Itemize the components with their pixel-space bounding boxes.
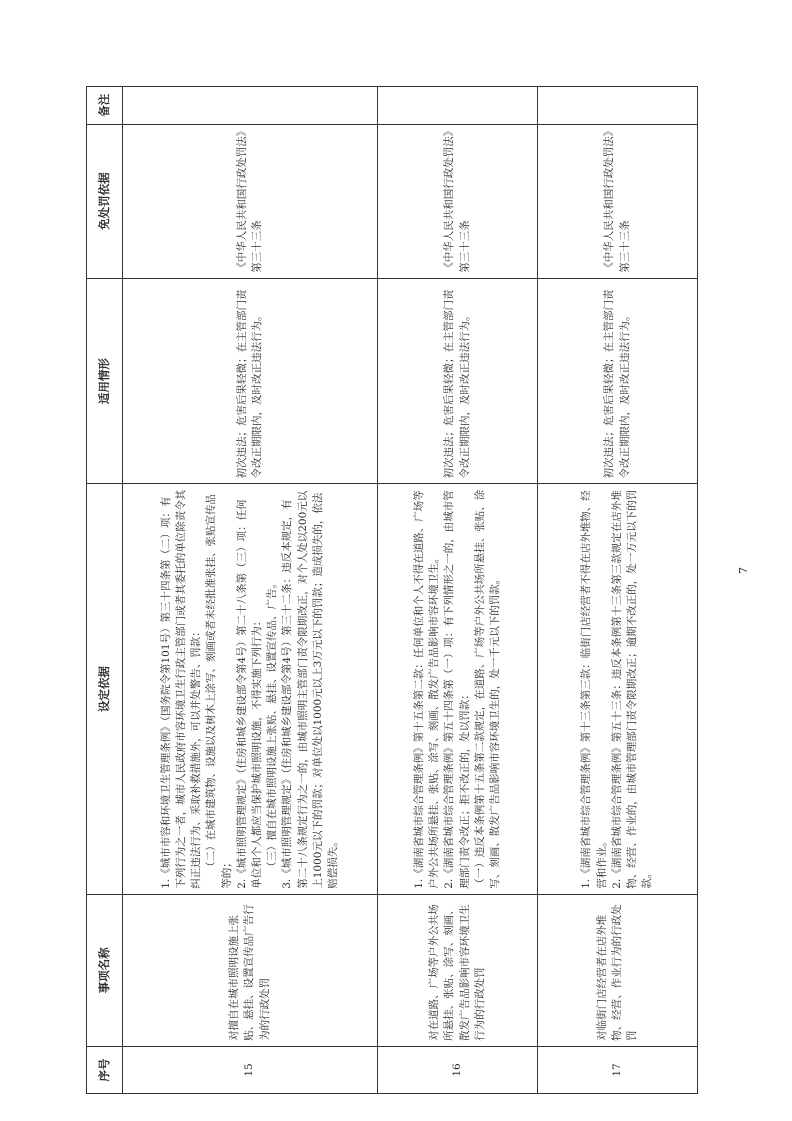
header-basis: 设定依据	[87, 484, 123, 894]
table-row	[378, 87, 538, 1094]
basis-paragraph: （三）擅自在城市照明设施上张贴、悬挂、设置宣传品、广告。	[266, 577, 279, 872]
row-name: 对在道路、广场等户外公共场所悬挂、张贴、涂写、刻画、散发广告品影响市容环境卫生行为的行政处罚	[378, 894, 538, 1046]
row-seq: 15	[123, 1046, 378, 1093]
row-seq: 16	[378, 1046, 538, 1093]
basis-paragraph: 1.《城市市容和环境卫生管理条例》（国务院令第101号）第三十四条第（二）项：有下列行为之一者，城市人民政府市容环境卫生行政主管部门或者其委托的单位除责令其纠正违法行为、采取补救措施外，可以并处警告、罚款：	[159, 489, 203, 889]
basis-paragraph: （一）违反本条例第十五条第二款规定，在道路、广场等户外公共场所悬挂、张贴、涂写、刻画、散发广告品影响市容环境卫生的，处一千元以下的罚款。	[473, 489, 501, 889]
basis-paragraph: 1.《湖南省城市综合管理条例》第十三条第三款：临街门店经营者不得在店外堆物、经营和作业。	[580, 490, 608, 889]
header-note: 备注	[87, 87, 123, 125]
row-name: 对擅自在城市照明设施上张贴、悬挂、设置宣传品广告行为的行政处罚	[123, 894, 378, 1046]
row-law: 《中华人民共和国行政处罚法》第三十三条	[538, 124, 698, 278]
header-case: 适用情形	[87, 278, 123, 484]
penalty-exemption-table	[86, 86, 698, 1094]
basis-paragraph: 2.《湖南省城市综合管理条例》第五十三条：违反本条例第十三条第三款规定在店外堆物、经营、作业的，由城市管理部门责令限期改正；逾期不改正的，处一万元以下的罚款。	[610, 489, 654, 889]
table-row	[538, 87, 698, 1094]
row-case: 初次违法；危害后果轻微；在主管部门责令改正期限内，及时改正违法行为。	[378, 278, 538, 484]
table-row	[123, 87, 378, 1094]
basis-paragraph: 3.《城市照明管理规定》（住房和城乡建设部令第4号）第三十二条：违反本规定，有第二十八条规定行为之一的，由城市照明主管部门责令限期改正，对个人处以200元以上1000元以下的罚款；对单位处以1000元以上3万元以下的罚款；造成损失的，依法赔偿损失。	[281, 490, 340, 889]
basis-paragraph: 1.《湖南省城市综合管理条例》第十五条第二款：任何单位和个人不得在道路、广场等户外公共场所悬挂、张贴、涂写、刻画、散发广告品影响市容环境卫生。	[412, 490, 441, 889]
row-note	[538, 87, 698, 125]
header-seq: 序号	[87, 1046, 123, 1093]
row-note	[378, 87, 538, 125]
row-case: 初次违法；危害后果轻微；在主管部门责令改正期限内，及时改正违法行为。	[538, 278, 698, 484]
row-name: 对临街门店经营者在店外堆物、经营、作业行为的行政处罚	[538, 894, 698, 1046]
row-basis	[538, 484, 698, 894]
row-basis	[123, 484, 378, 894]
table-header-row	[87, 87, 123, 1094]
row-seq: 17	[538, 1046, 698, 1093]
page-number: 7	[737, 567, 750, 574]
header-name: 事项名称	[87, 894, 123, 1046]
header-law: 免处罚依据	[87, 124, 123, 278]
basis-paragraph: （二）在城市建筑物、设施以及树木上涂写、刻画或者未经批准张挂、张贴宣传品等的；	[205, 493, 233, 889]
rotated-table-container	[86, 86, 698, 1094]
row-basis	[378, 484, 538, 894]
basis-paragraph: 2.《湖南省城市综合管理条例》第五十四条第（一）项：有下列情形之一的，由城市管理部门责令改正；拒不改正的，处以罚款：	[443, 490, 471, 889]
basis-paragraph: 2.《城市照明管理规定》（住房和城乡建设部令第4号）第二十八条第（三）项：任何单位和个人都应当保护城市照明设施，不得实施下列行为：	[235, 499, 263, 889]
row-note	[123, 87, 378, 125]
row-law: 《中华人民共和国行政处罚法》第三十三条	[123, 124, 378, 278]
row-case: 初次违法；危害后果轻微；在主管部门责令改正期限内，及时改正违法行为。	[123, 278, 378, 484]
row-law: 《中华人民共和国行政处罚法》第三十三条	[378, 124, 538, 278]
